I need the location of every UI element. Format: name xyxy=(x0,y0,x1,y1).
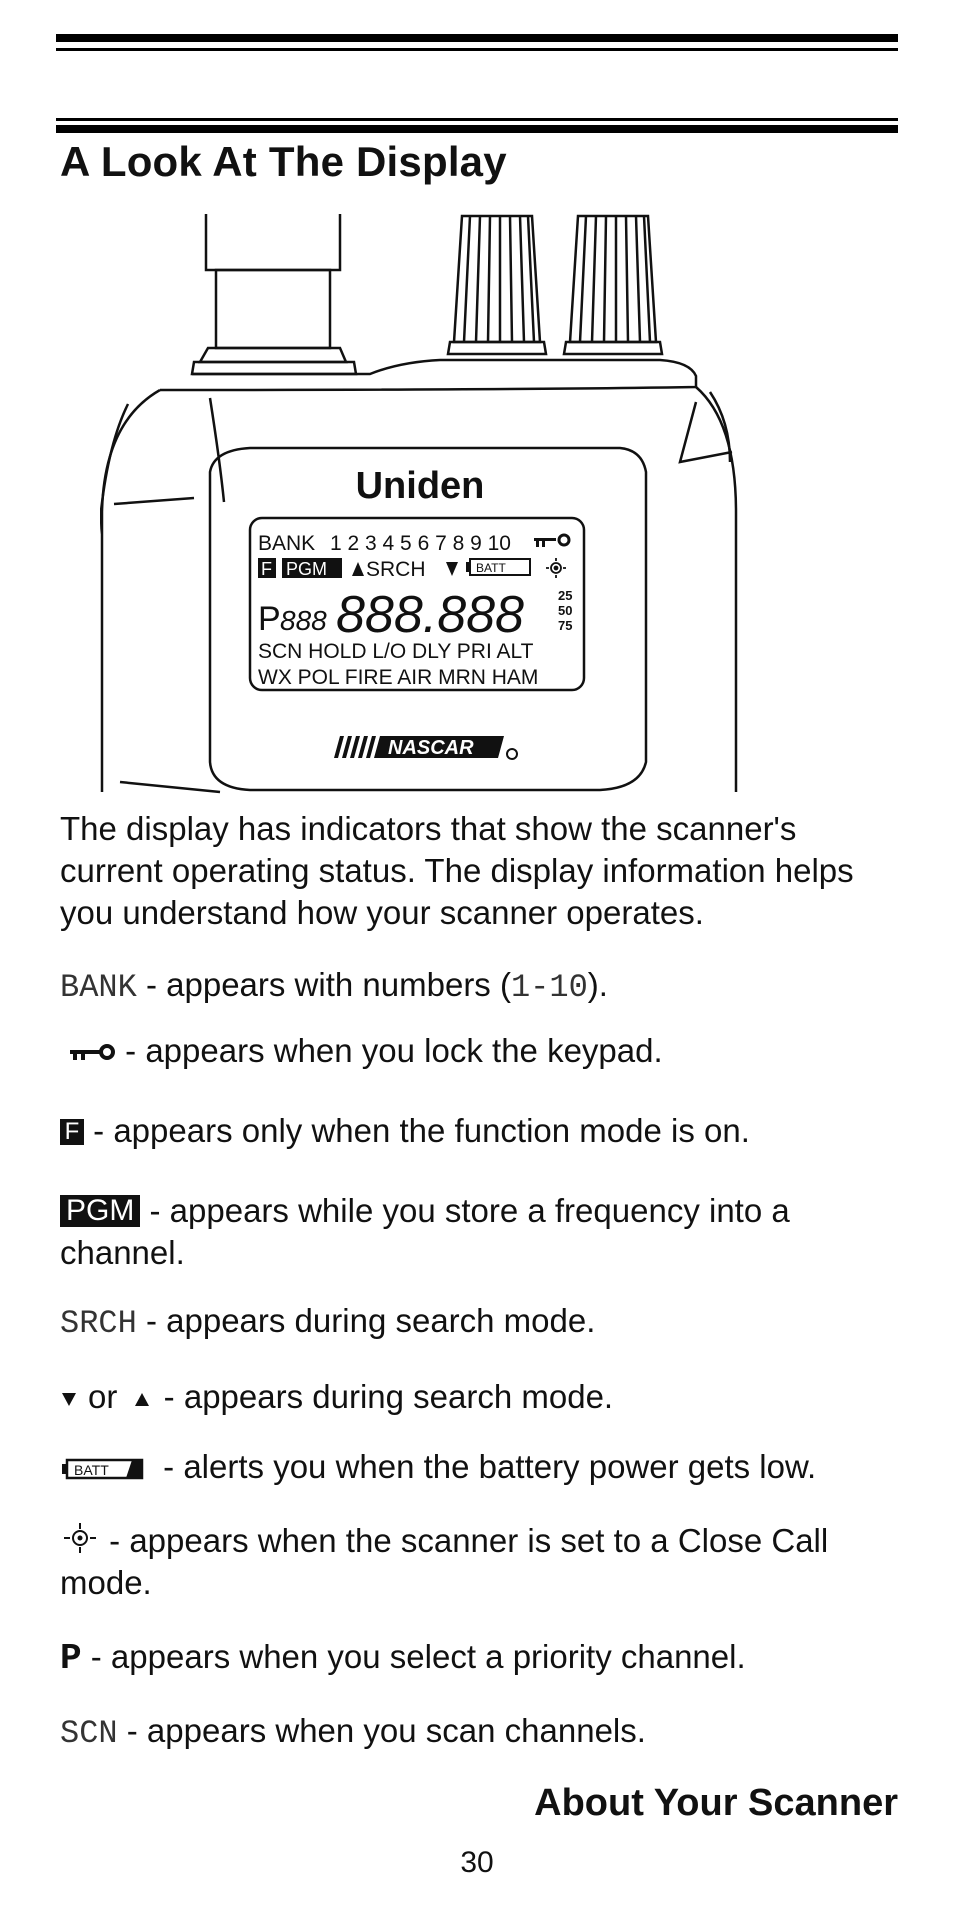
pgm-indicator-icon: PGM xyxy=(60,1195,140,1227)
lcd-bank-numbers: 1 2 3 4 5 6 7 8 9 10 xyxy=(330,532,511,555)
lcd-mode-row-2: WX POL FIRE AIR MRN HAM xyxy=(258,666,539,689)
item-arrows: or - appears during search mode. xyxy=(60,1376,900,1418)
lcd-close-call-icon xyxy=(546,558,566,578)
lcd-bank-label: BANK xyxy=(258,532,316,555)
item-close-call: - appears when the scanner is set to a Close Call mode. xyxy=(60,1518,900,1604)
item-priority: P - appears when you select a priority channel. xyxy=(60,1638,746,1679)
page-number: 30 xyxy=(460,1846,494,1879)
item-srch: SRCH - appears during search mode. xyxy=(60,1302,596,1342)
scanner-top xyxy=(160,360,696,390)
item-pgm: PGM - appears while you store a frequency into a channel. xyxy=(60,1192,790,1271)
item-bank: BANK - appears with numbers (1-10). xyxy=(60,966,608,1006)
nascar-logo xyxy=(334,736,517,759)
item-scn: SCN - appears when you scan channels. xyxy=(60,1712,646,1752)
down-arrow-icon xyxy=(60,1391,78,1407)
lcd-small-digits: 888 xyxy=(280,605,327,636)
bank-code: BANK xyxy=(60,969,137,1006)
knob-left xyxy=(448,216,546,354)
top-rule-thick-2 xyxy=(56,125,898,133)
lcd-priority-p: P xyxy=(258,600,281,638)
lcd-tone-50: 50 xyxy=(558,603,573,618)
item-battery: BATT - alerts you when the battery power gets low. xyxy=(60,1446,900,1488)
lcd-key-icon xyxy=(534,535,569,547)
lcd-srch-indicator: SRCH xyxy=(366,558,426,581)
lcd-battery-icon xyxy=(466,559,530,575)
up-arrow-icon xyxy=(133,1391,151,1407)
item-keylock: - appears when you lock the keypad. xyxy=(60,1030,900,1072)
lcd-frequency-digits: 888.888 xyxy=(336,586,524,644)
lcd-tone-75: 75 xyxy=(558,618,573,633)
lcd-up-arrow-icon xyxy=(352,562,364,576)
page-heading: A Look At The Display xyxy=(60,138,507,185)
lcd-f-indicator: F xyxy=(261,559,272,579)
f-indicator-icon: F xyxy=(60,1119,84,1145)
priority-p-icon: P xyxy=(60,1638,82,1679)
srch-code: SRCH xyxy=(60,1305,137,1342)
battery-icon xyxy=(60,1457,146,1481)
section-footer: About Your Scanner xyxy=(534,1782,898,1824)
antenna xyxy=(206,214,340,270)
lcd-tone-25: 25 xyxy=(558,588,573,603)
svg-text:BATT: BATT xyxy=(74,1462,109,1479)
scanner-illustration xyxy=(100,212,740,794)
top-rule-thick-1 xyxy=(56,34,898,42)
intro-paragraph: The display has indicators that show the scanner's current operating status. The display information helps you understand how your scanner operates. xyxy=(60,810,854,931)
close-call-icon xyxy=(60,1518,100,1558)
antenna-base xyxy=(216,270,330,348)
svg-text:BATT: BATT xyxy=(476,561,506,575)
top-rule-thin-2 xyxy=(56,118,898,121)
lcd-pgm-indicator: PGM xyxy=(286,559,328,579)
lcd-mode-row-1: SCN HOLD L/O DLY PRI ALT xyxy=(258,640,534,663)
brand-logo: Uniden xyxy=(355,465,485,507)
key-icon xyxy=(70,1043,116,1063)
lcd-down-arrow-icon xyxy=(446,562,458,576)
knob-right xyxy=(564,216,662,354)
scn-code: SCN xyxy=(60,1715,118,1752)
item-function: F - appears only when the function mode is on. xyxy=(60,1110,900,1152)
top-rule-thin-1 xyxy=(56,48,898,51)
svg-text:NASCAR: NASCAR xyxy=(388,737,474,759)
